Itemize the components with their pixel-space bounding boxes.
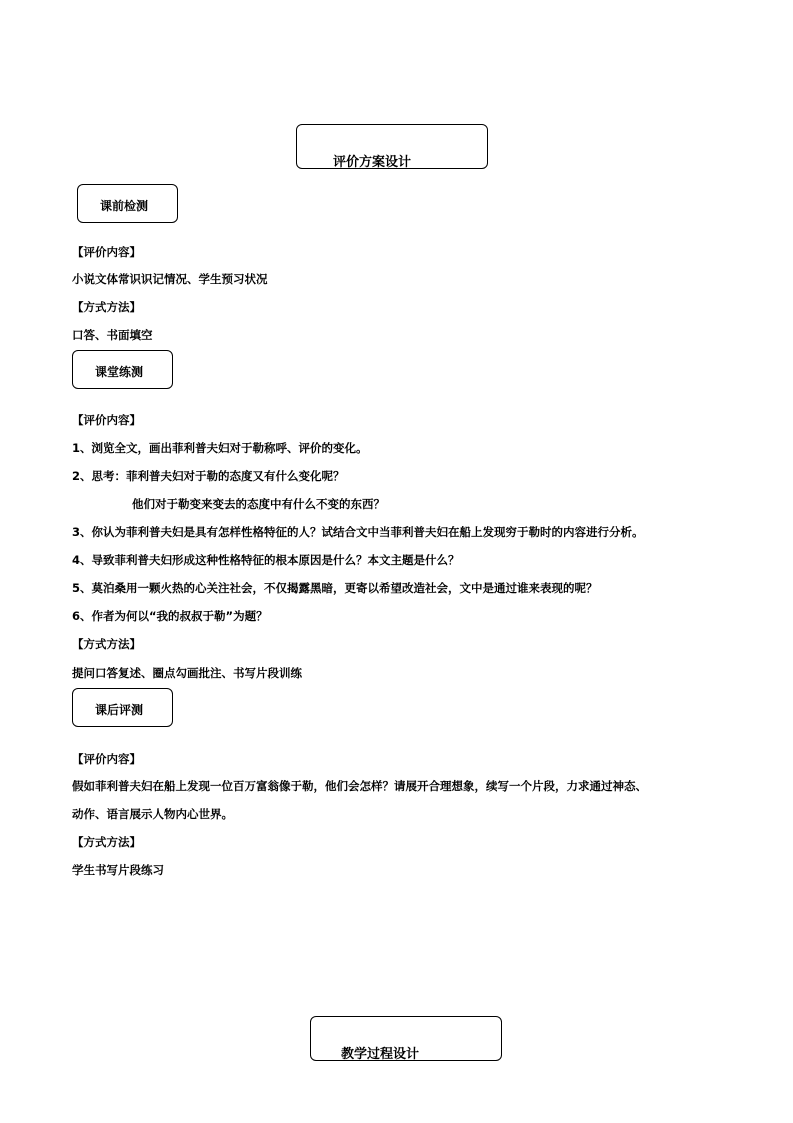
content-line: 1、浏览全文，画出菲利普夫妇对于勒称呼、评价的变化。 [72,441,368,455]
method-heading: 【方式方法】 [72,637,141,651]
content-heading: 【评价内容】 [72,245,141,259]
method-heading: 【方式方法】 [72,835,141,849]
content-line: 动作、语言展示人物内心世界。 [72,807,233,821]
content-line: 6、作者为何以“我的叔叔于勒”为题？ [72,609,268,623]
content-line: 小说文体常识识记情况、学生预习状况 [72,272,268,286]
method-line: 学生书写片段练习 [72,863,164,877]
content-line: 5、莫泊桑用一颗火热的心关注社会，不仅揭露黑暗，更寄以希望改造社会，文中是通过谁来表现的呢？ [72,581,598,595]
content-heading: 【评价内容】 [72,413,141,427]
section-box-in-class [72,350,173,389]
method-line: 提问口答复述、圈点勾画批注、书写片段训练 [72,666,302,680]
content-line: 4、导致菲利普夫妇形成这种性格特征的根本原因是什么？本文主题是什么？ [72,553,460,567]
section-box-pre-class [77,184,178,223]
content-line: 假如菲利普夫妇在船上发现一位百万富翁像于勒，他们会怎样？请展开合理想象，续写一个片段，力求通过神态、 [72,779,647,793]
footer-box [310,1016,502,1061]
section-box-label: 课前检测 [100,199,149,213]
content-line-indented: 他们对于勒变来变去的态度中有什么不变的东西？ [132,497,385,511]
section-box-label: 课堂练测 [95,365,144,379]
footer-box-label: 教学过程设计 [341,1047,420,1061]
title-box-label: 评价方案设计 [333,155,412,169]
content-line: 3、你认为菲利普夫妇是具有怎样性格特征的人？试结合文中当菲利普夫妇在船上发现穷于勒时的内容进行分析。 [72,525,644,539]
section-box-post-class [72,688,173,727]
content-heading: 【评价内容】 [72,752,141,766]
method-heading: 【方式方法】 [72,300,141,314]
method-line: 口答、书面填空 [72,328,153,342]
title-box [296,124,488,169]
section-box-label: 课后评测 [95,703,144,717]
content-line: 2、思考：菲利普夫妇对于勒的态度又有什么变化呢？ [72,469,345,483]
